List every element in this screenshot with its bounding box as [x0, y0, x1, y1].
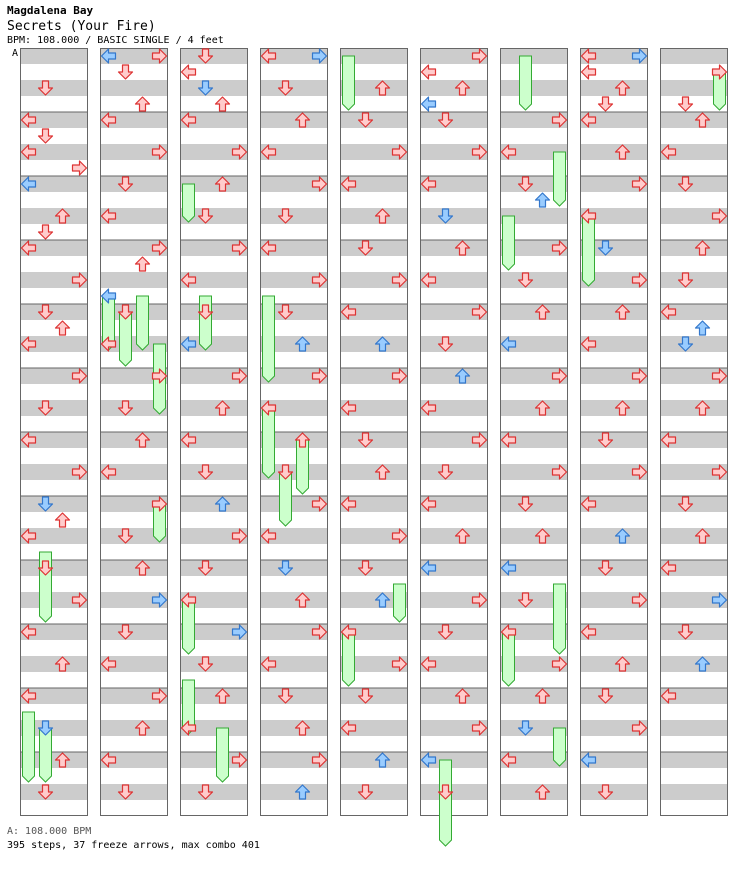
- freeze-arrow: [343, 56, 355, 110]
- freeze-arrow: [200, 296, 212, 350]
- beat-stripe: [660, 272, 728, 288]
- freeze-body: [183, 184, 195, 222]
- freeze-body: [280, 472, 292, 526]
- beat-stripe: [180, 656, 248, 672]
- beat-stripe: [20, 80, 88, 96]
- freeze-arrow: [297, 440, 309, 494]
- beat-stripe: [260, 688, 328, 704]
- freeze-arrow: [583, 216, 595, 286]
- beat-stripe: [580, 528, 648, 544]
- freeze-arrow: [394, 584, 406, 622]
- footer-bpm: A: 108.000 BPM: [7, 826, 92, 837]
- beat-stripe: [660, 240, 728, 256]
- beat-stripe: [660, 112, 728, 128]
- beat-stripe: [660, 176, 728, 192]
- beat-stripe: [20, 560, 88, 576]
- freeze-arrow: [137, 296, 149, 350]
- freeze-body: [554, 152, 566, 206]
- beat-stripe: [260, 208, 328, 224]
- beat-stripe: [180, 48, 248, 64]
- beat-stripe: [660, 400, 728, 416]
- freeze-body: [120, 312, 132, 366]
- beat-stripe: [420, 208, 488, 224]
- freeze-body: [554, 728, 566, 766]
- beat-stripe: [340, 208, 408, 224]
- beat-stripe: [180, 304, 248, 320]
- freeze-arrow: [280, 472, 292, 526]
- beat-stripe: [260, 560, 328, 576]
- beat-stripe: [420, 688, 488, 704]
- freeze-arrow: [520, 56, 532, 110]
- beat-stripe: [180, 400, 248, 416]
- chart-column: [580, 48, 648, 816]
- beat-stripe: [420, 112, 488, 128]
- freeze-arrow: [183, 184, 195, 222]
- freeze-arrow: [554, 584, 566, 654]
- freeze-body: [263, 408, 275, 478]
- beat-stripe: [580, 784, 648, 800]
- freeze-arrow: [120, 312, 132, 366]
- beat-stripe: [580, 400, 648, 416]
- beat-stripe: [260, 112, 328, 128]
- beat-stripe: [500, 48, 568, 64]
- chart-column: [660, 48, 728, 816]
- beat-stripe: [580, 304, 648, 320]
- freeze-body: [297, 440, 309, 494]
- beat-stripe: [100, 624, 168, 640]
- beat-stripe: [100, 720, 168, 736]
- beat-stripe: [420, 368, 488, 384]
- song-artist: Magdalena Bay: [7, 4, 94, 17]
- chart-column: [340, 48, 408, 816]
- beat-stripe: [100, 432, 168, 448]
- freeze-body: [343, 56, 355, 110]
- freeze-body: [503, 632, 515, 686]
- beat-stripe: [100, 176, 168, 192]
- freeze-body: [40, 728, 52, 782]
- beat-stripe: [660, 720, 728, 736]
- chart-column: [420, 48, 488, 816]
- beat-stripe: [340, 688, 408, 704]
- beat-stripe: [340, 784, 408, 800]
- beat-stripe: [660, 48, 728, 64]
- footer-stats: 395 steps, 37 freeze arrows, max combo 401: [7, 840, 260, 851]
- freeze-arrow: [440, 760, 452, 846]
- freeze-body: [554, 584, 566, 654]
- beat-stripe: [20, 208, 88, 224]
- beat-stripe: [340, 336, 408, 352]
- beat-stripe: [340, 752, 408, 768]
- beat-stripe: [20, 304, 88, 320]
- beat-stripe: [20, 784, 88, 800]
- beat-stripe: [260, 592, 328, 608]
- freeze-body: [583, 216, 595, 286]
- chart-column: [20, 48, 88, 816]
- beat-stripe: [100, 272, 168, 288]
- freeze-arrow: [183, 600, 195, 654]
- beat-stripe: [260, 720, 328, 736]
- chart-meta: BPM: 108.000 / BASIC SINGLE / 4 feet: [7, 35, 224, 46]
- freeze-arrow: [503, 216, 515, 270]
- beat-stripe: [340, 432, 408, 448]
- freeze-body: [394, 584, 406, 622]
- beat-stripe: [340, 560, 408, 576]
- bpm-marker: A: [12, 48, 19, 59]
- freeze-body: [183, 600, 195, 654]
- freeze-arrow: [554, 728, 566, 766]
- chart-column: [100, 48, 168, 816]
- beat-stripe: [180, 560, 248, 576]
- beat-stripe: [260, 784, 328, 800]
- beat-stripe: [20, 656, 88, 672]
- freeze-arrow: [503, 632, 515, 686]
- beat-stripe: [500, 272, 568, 288]
- beat-stripe: [180, 784, 248, 800]
- beat-stripe: [580, 432, 648, 448]
- beat-stripe: [420, 784, 488, 800]
- freeze-body: [440, 760, 452, 846]
- beat-stripe: [180, 496, 248, 512]
- beat-stripe: [660, 624, 728, 640]
- beat-stripe: [20, 48, 88, 64]
- beat-stripe: [580, 144, 648, 160]
- beat-stripe: [660, 496, 728, 512]
- beat-stripe: [580, 688, 648, 704]
- beat-stripe: [340, 464, 408, 480]
- freeze-body: [217, 728, 229, 782]
- beat-stripe: [500, 784, 568, 800]
- beat-stripe: [500, 528, 568, 544]
- freeze-arrow: [263, 408, 275, 478]
- freeze-body: [503, 216, 515, 270]
- beat-stripe: [500, 496, 568, 512]
- beat-stripe: [660, 656, 728, 672]
- beat-stripe: [420, 528, 488, 544]
- song-title: Secrets (Your Fire): [7, 19, 156, 34]
- beat-stripe: [340, 240, 408, 256]
- freeze-body: [263, 296, 275, 382]
- beat-stripe: [180, 464, 248, 480]
- freeze-arrow: [217, 728, 229, 782]
- freeze-body: [520, 56, 532, 110]
- freeze-arrow: [263, 296, 275, 382]
- freeze-arrow: [23, 712, 35, 782]
- beat-stripe: [660, 784, 728, 800]
- beat-stripe: [340, 112, 408, 128]
- beat-stripe: [420, 624, 488, 640]
- freeze-arrow: [40, 728, 52, 782]
- beat-stripe: [420, 336, 488, 352]
- freeze-body: [137, 296, 149, 350]
- freeze-arrow: [343, 632, 355, 686]
- beat-stripe: [500, 688, 568, 704]
- beat-stripe: [580, 656, 648, 672]
- beat-stripe: [500, 304, 568, 320]
- beat-stripe: [500, 80, 568, 96]
- beat-stripe: [580, 80, 648, 96]
- beat-stripe: [420, 80, 488, 96]
- freeze-body: [200, 296, 212, 350]
- beat-stripe: [100, 560, 168, 576]
- beat-stripe: [580, 560, 648, 576]
- beat-stripe: [660, 752, 728, 768]
- beat-stripe: [20, 400, 88, 416]
- beat-stripe: [420, 240, 488, 256]
- freeze-body: [23, 712, 35, 782]
- beat-stripe: [180, 80, 248, 96]
- beat-stripe: [100, 80, 168, 96]
- beat-stripe: [660, 336, 728, 352]
- beat-stripe: [420, 464, 488, 480]
- beat-stripe: [500, 400, 568, 416]
- beat-stripe: [260, 80, 328, 96]
- beat-stripe: [20, 496, 88, 512]
- beat-stripe: [100, 784, 168, 800]
- freeze-body: [343, 632, 355, 686]
- beat-stripe: [660, 528, 728, 544]
- freeze-arrow: [554, 152, 566, 206]
